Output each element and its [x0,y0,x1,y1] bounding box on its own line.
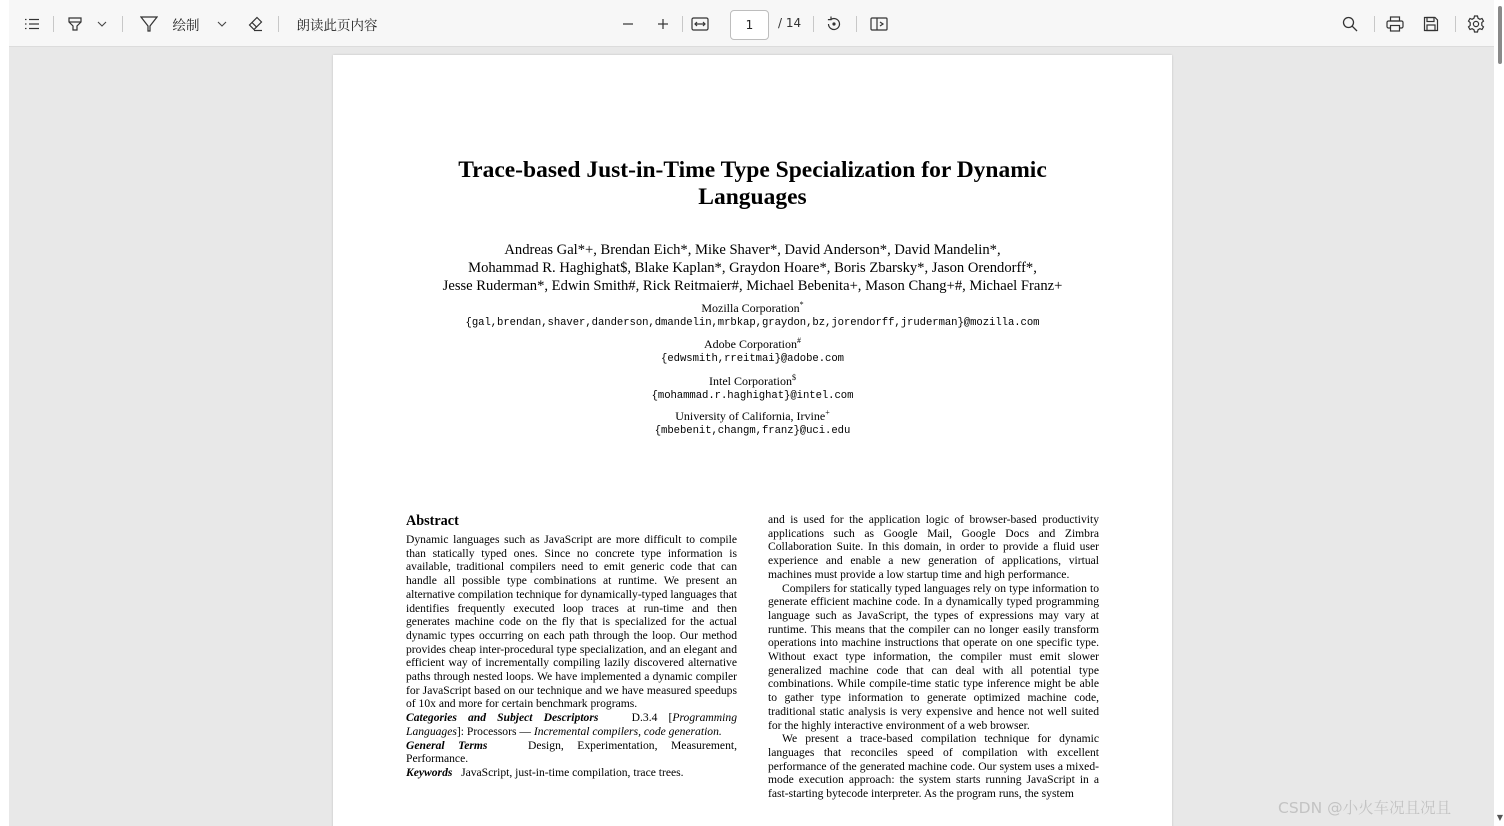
affiliation-emails: {gal,brendan,shaver,danderson,dmandelin,mrbkap,graydon,bz,jorendorff,jruderman}@mozilla.com [465,317,1040,329]
highlight-button[interactable] [64,0,86,47]
affiliation-name: University of California, Irvine [675,409,826,423]
separator [122,16,123,32]
affiliation-mark: $ [791,373,796,382]
rotate-icon [825,15,843,33]
save-icon [1423,16,1439,32]
affiliation-uci [333,409,1172,439]
separator [1455,16,1456,32]
draw-pen-icon [140,16,158,32]
affiliation-name: Intel Corporation [709,374,792,388]
separator [856,16,857,32]
body-paragraph: We present a trace-based compilation technique for dynamic languages that reconciles speed of compilation with excellent performance of the generated machine code. Our system uses a mixed-mode execution approach: the system starts running JavaScript in a fast-starting bytecode interpreter. As the program runs, the system [768,732,1099,801]
affiliation-mark: # [796,336,801,345]
highlighter-icon [67,16,83,32]
author-line: Andreas Gal*+, Brendan Eich*, Mike Shaver*, David Anderson*, David Mandelin*, [504,242,1001,258]
affiliation-mozilla [333,301,1172,331]
separator [53,16,54,32]
affiliation-intel [333,374,1172,404]
affiliation-emails: {mbebenit,changm,franz}@uci.edu [654,425,851,437]
author-line: Jesse Ruderman*, Edwin Smith#, Rick Reitmaier#, Michael Bebenita+, Mason Chang+#, Michael Franz+ [442,278,1063,294]
separator [278,16,279,32]
affiliation-name: Mozilla Corporation [701,301,800,315]
general-terms-section [406,739,737,766]
search-icon [1342,16,1358,32]
affiliation-mark: * [799,300,804,309]
general-terms-text: Design, Experimentation, Measurement, Performance. [406,738,737,766]
abstract-heading: Abstract [406,513,459,529]
paper-title [333,157,1172,211]
eraser-icon [247,16,263,32]
zoom-out-button[interactable] [617,0,639,47]
right-column [768,513,1099,801]
abstract-text: Dynamic languages such as JavaScript are more difficult to compile than statically typed ones. Since no concrete type information is available, traditional compilers need to emit generic code that can handle all possible type combinations at runtime. We present an alternative compilation technique for dynamically-typed languages that identifies frequently executed loop traces at run-time and then generates machine code on the fly that is specialized for the actual dynamic types occurring on each path through the loop. Our method provides cheap inter-procedural type specialization, and an elegant and efficient way of incrementally compiling lazily discovered alternative paths through nested loops. We have implemented a dynamic compiler for JavaScript based on our technique and we have measured speedups of 10x and more for certain benchmark programs. [406,533,737,711]
print-button[interactable] [1383,0,1407,47]
rotate-button[interactable] [822,0,846,47]
keywords-text: JavaScript, just-in-time compilation, trace trees. [461,765,684,779]
draw-label[interactable]: 绘制 [172,17,200,34]
fit-width-icon [691,17,709,31]
author-list [333,241,1172,295]
scroll-down-arrow-icon[interactable]: ▼ [1496,813,1503,822]
draw-options-dropdown[interactable] [212,0,232,47]
chevron-down-icon [97,21,107,27]
separator [813,16,814,32]
zoom-in-button[interactable] [652,0,674,47]
page-view-icon [870,16,888,32]
page-number-input[interactable]: 1 [730,10,769,40]
keywords-label: Keywords [406,765,453,779]
separator [682,16,683,32]
affiliation-mark: + [825,408,830,417]
chevron-down-icon [217,21,227,27]
categories-mid: ]: Processors — [456,724,531,738]
search-button[interactable] [1338,0,1362,47]
fit-to-width-button[interactable] [689,0,711,47]
affiliation-name: Adobe Corporation [704,337,797,351]
minus-icon [622,18,634,30]
title-line: Trace-based Just-in-Time Type Specialization for Dynamic [458,157,1047,183]
save-button[interactable] [1419,0,1443,47]
affiliation-adobe [333,337,1172,367]
gear-icon [1467,15,1485,33]
categories-italic: Incremental compilers, code generation. [533,724,722,738]
page-view-button[interactable] [867,0,891,47]
keywords-section [406,766,737,780]
left-window-edge [0,0,9,826]
pdf-toolbar [9,0,1494,47]
page-total: / 14 [778,16,802,30]
draw-button[interactable] [137,0,161,47]
author-line: Mohammad R. Haghighat$, Blake Kaplan*, Graydon Hoare*, Boris Zbarsky*, Jason Orendorff*, [468,260,1037,276]
list-icon [24,18,40,30]
highlight-options-dropdown[interactable] [92,0,112,47]
title-line: Languages [698,184,807,210]
erase-button[interactable] [244,0,266,47]
categories-code: D.3.4 [ [631,711,673,725]
affiliation-emails: {mohammad.r.haghighat}@intel.com [651,390,854,402]
scrollbar-thumb[interactable] [1498,6,1502,64]
watermark: CSDN @小火车况且况且 [1278,799,1452,817]
vertical-scrollbar[interactable] [1494,0,1504,826]
printer-icon [1386,16,1404,32]
separator [1374,16,1375,32]
body-paragraph: and is used for the application logic of browser-based productivity applications such as Google Mail, Google Docs and Zimbra Collaboration Suite. In this domain, in order to provide a fluid user experience and enable a new generation of applications, virtual machines must provide a low startup time and high performance. [768,513,1099,581]
plus-icon [657,18,669,30]
settings-button[interactable] [1464,0,1488,47]
read-aloud-button[interactable]: 朗读此页内容 [296,17,378,34]
left-column [406,513,737,780]
pdf-page [333,55,1172,826]
general-terms-label: General Terms [406,738,488,752]
body-paragraph: Compilers for statically typed languages rely on type information to generate efficient machine code. In a dynamically typed programming language such as JavaScript, the types of expressions may vary at runtime. This means that the compiler can no longer easily transform operations into machine instructions that operate on one specific type. Without exact type information, the compiler must emit slower generalized machine code that can deal with all potential type combinations. While compile-time static type inference might be able to gather type information to generate optimized machine code, traditional static analysis is very expensive and hence not well suited for the highly interactive environment of a web browser. [768,581,1099,732]
contents-button[interactable] [21,0,43,47]
categories-italic: Programming Languages [406,711,737,738]
affiliation-emails: {edwsmith,rreitmai}@adobe.com [661,353,844,365]
categories-label: Categories and Subject Descriptors [406,711,599,725]
categories-section [406,711,737,738]
